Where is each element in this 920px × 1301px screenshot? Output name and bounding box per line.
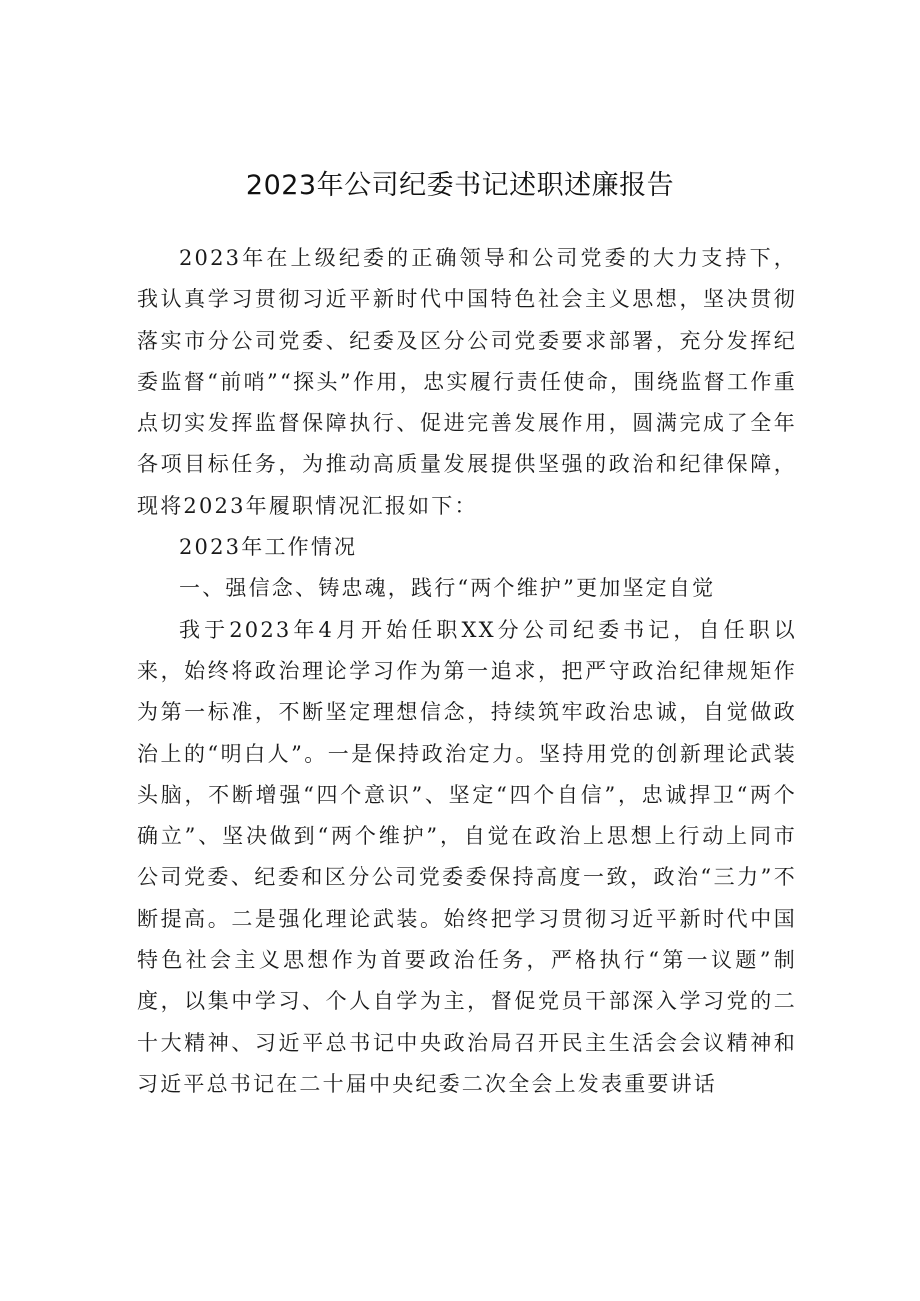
paragraph-section-one-body: 我于2023年4月开始任职XX分公司纪委书记，自任职以来，始终将政治理论学习作为第一追求，把严守政治纪律规矩作为第一标准，不断坚定理想信念，持续筑牢政治忠诚，自觉做政治上的“明白人”。一是保持政治定力。坚持用党的创新理论武装头脑，不断增强“四个意识”、坚定“四个自信”，忠诚捍卫“两个确立”、坚决做到“两个维护”，自觉在政治上思想上行动上同市公司党委、纪委和区分公司党委委保持高度一致，政治“三力”不断提高。二是强化理论武装。始终把学习贯彻习近平新时代中国特色社会主义思想作为首要政治任务，严格执行“第一议题”制度，以集中学习、个人自学为主，督促党员干部深入学习党的二十大精神、习近平总书记中央政治局召开民主生活会会议精神和习近平总书记在二十届中央纪委二次全会上发表重要讲话 [137,617,797,1096]
section-heading-work-status: 2023年工作情况 [179,535,358,560]
document-title: 2023年公司纪委书记述职述廉报告 [245,170,675,201]
section-heading-one: 一、强信念、铸忠魂，践行“两个维护”更加坚定自觉 [179,576,716,601]
document-body [137,238,797,1105]
paragraph-intro: 2023年在上级纪委的正确领导和公司党委的大力支持下，我认真学习贯彻习近平新时代中国特色社会主义思想，坚决贯彻落实市分公司党委、纪委及区分公司党委要求部署，充分发挥纪委监督“前哨”“探头”作用，忠实履行责任使命，围绕监督工作重点切实发挥监督保障执行、促进完善发展作用，圆满完成了全年各项目标任务，为推动高质量发展提供坚强的政治和纪律保障，现将2023年履职情况汇报如下： [137,246,797,518]
